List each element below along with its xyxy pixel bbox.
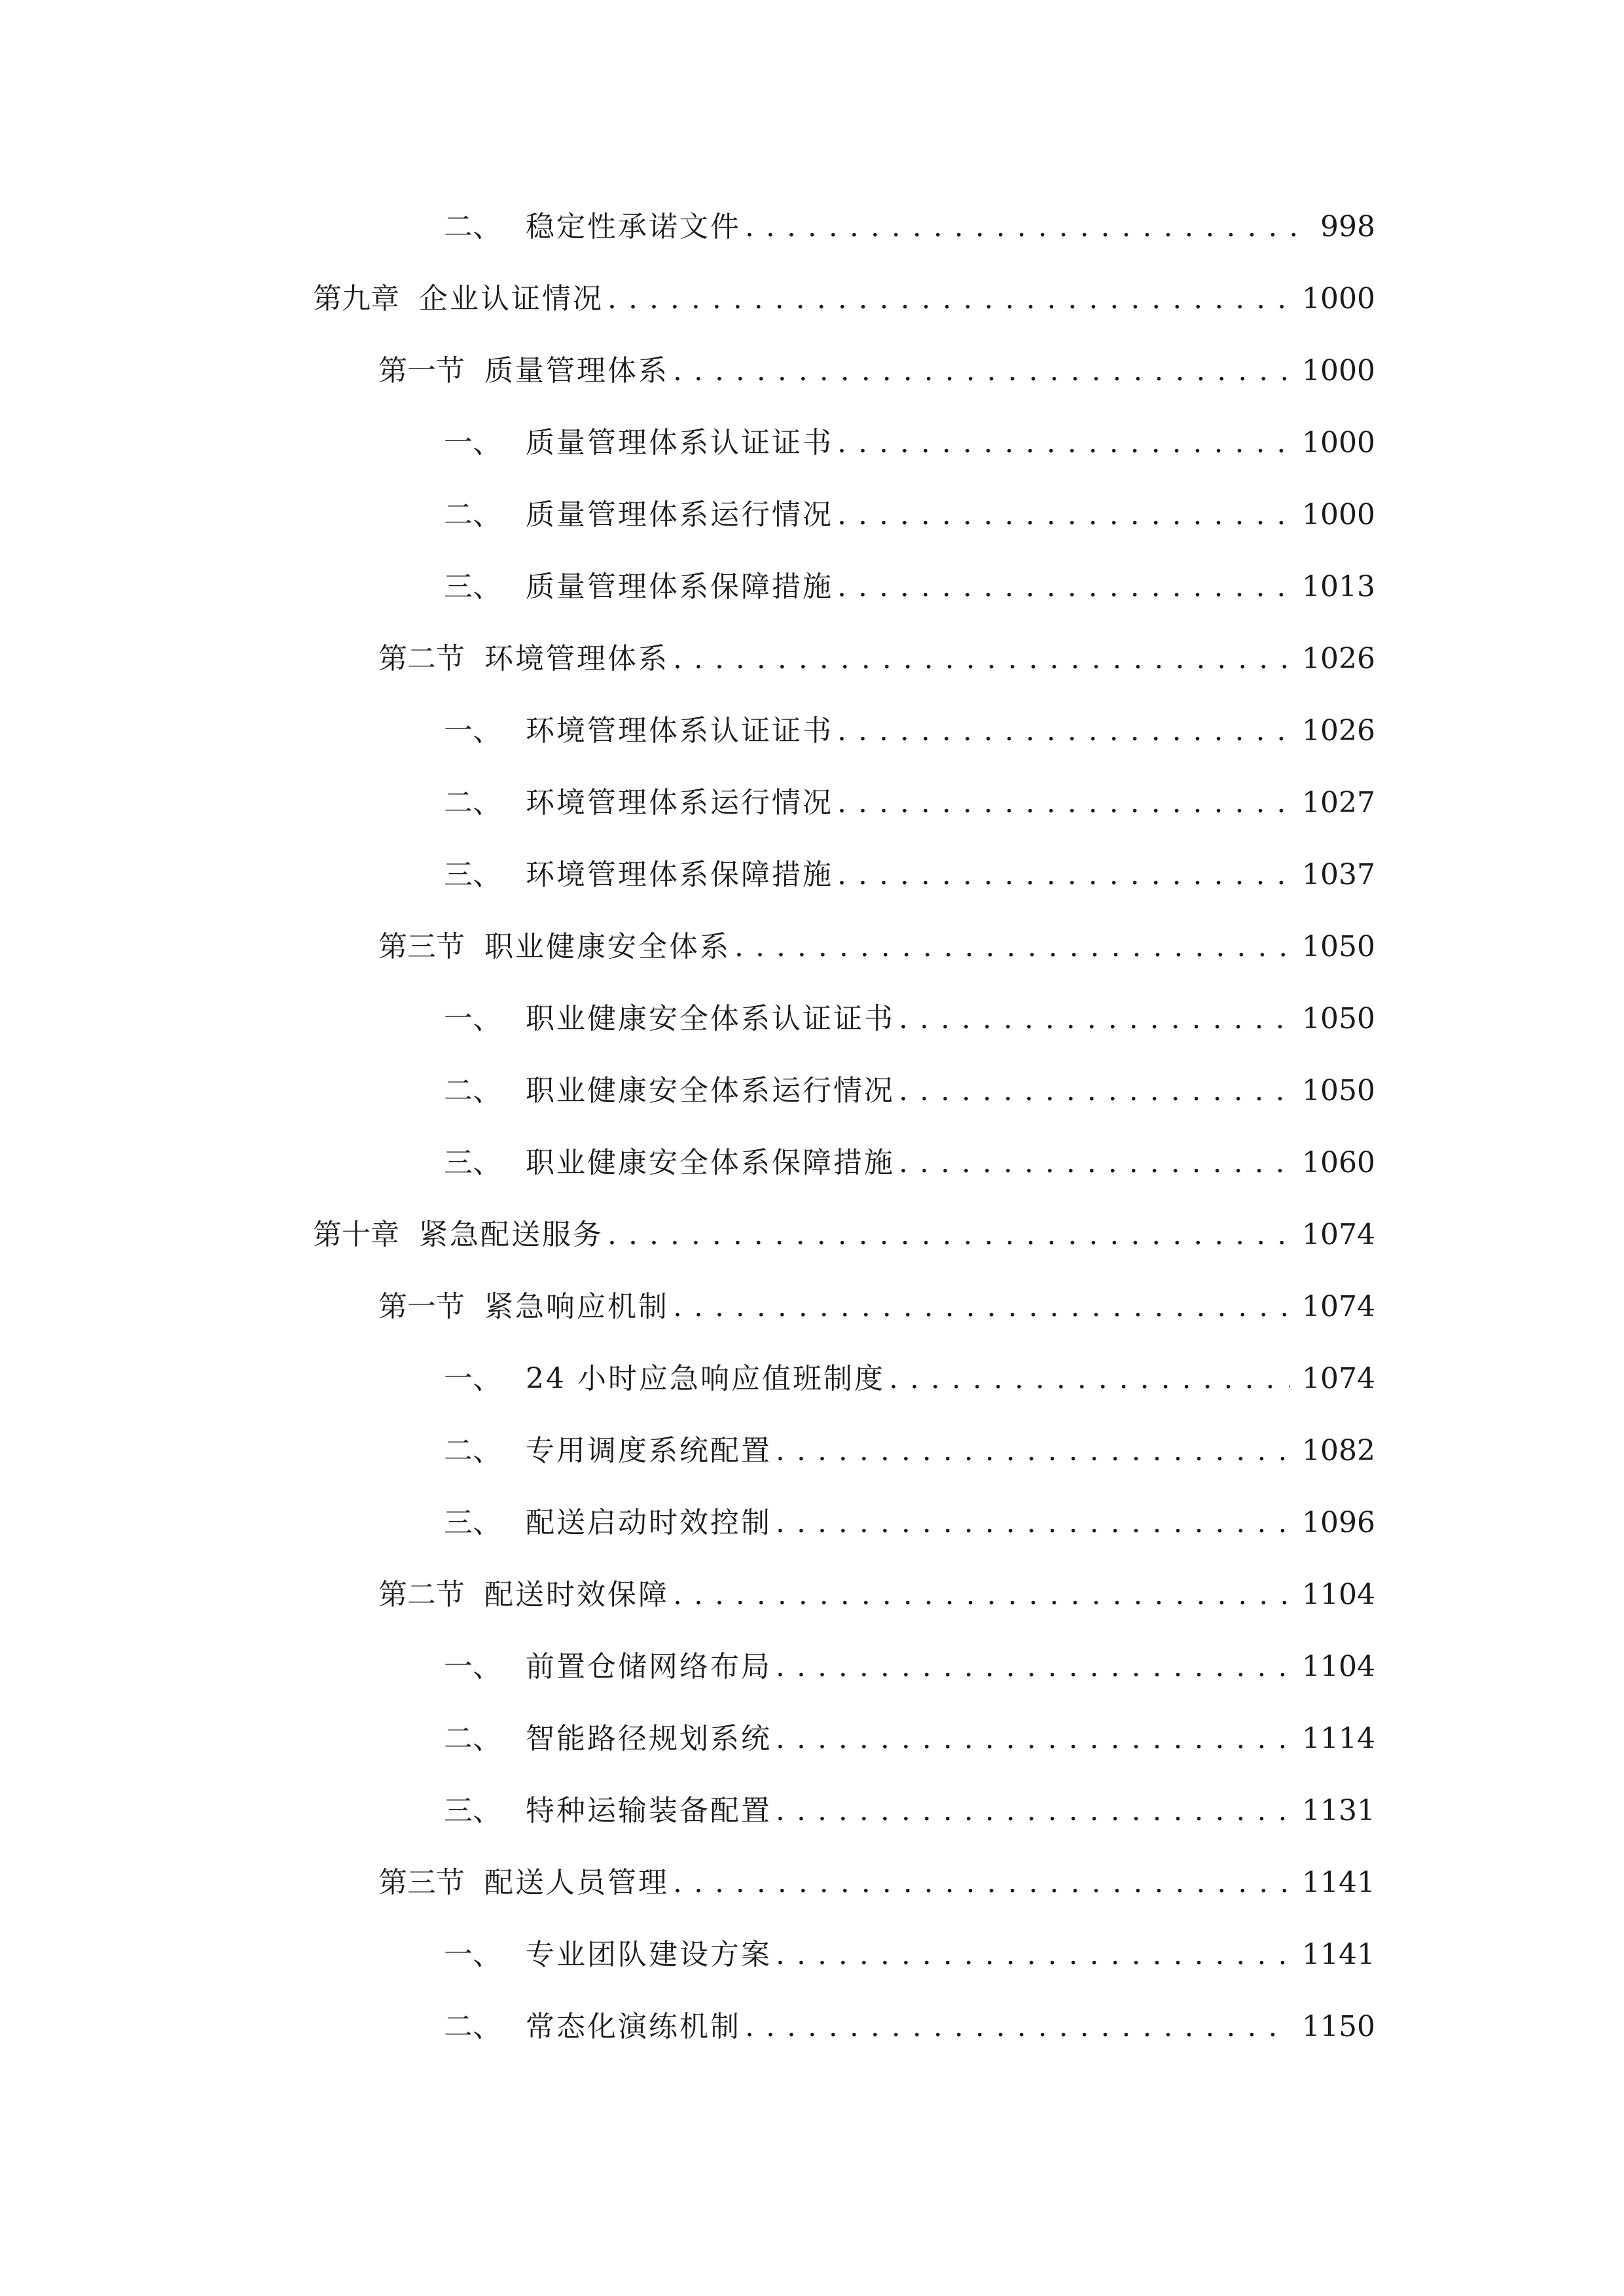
toc-entry-number: 三、 (444, 1506, 501, 1539)
toc-entry-number: 二、 (444, 498, 501, 531)
toc-entry-number: 第二节 (378, 1578, 465, 1611)
toc-entry-title: 配送启动时效控制 (526, 1506, 772, 1539)
toc-entry-page: 1050 (1302, 930, 1375, 963)
toc-entry-page: 1026 (1302, 714, 1375, 747)
toc-entry[interactable] (444, 1500, 1375, 1546)
toc-entry-number: 一、 (444, 1938, 501, 1971)
dot-leader (776, 1428, 1290, 1474)
toc-entry-number: 一、 (444, 1362, 501, 1395)
dot-leader (673, 1284, 1290, 1330)
toc-entry-title: 职业健康安全体系 (484, 930, 731, 963)
toc-entry-number: 三、 (444, 570, 501, 603)
dot-leader (776, 1500, 1290, 1546)
toc-entry-title: 紧急响应机制 (484, 1290, 669, 1323)
dot-leader (899, 996, 1290, 1042)
toc-entry[interactable] (444, 204, 1375, 250)
toc-entry[interactable] (444, 780, 1375, 826)
toc-entry-number: 二、 (444, 2010, 501, 2043)
dot-leader (889, 1356, 1290, 1402)
toc-entry-title: 特种运输装备配置 (526, 1794, 772, 1827)
toc-entry-title: 常态化演练机制 (526, 2010, 741, 2043)
dot-leader (745, 2004, 1290, 2050)
toc-entry-title: 质量管理体系保障措施 (526, 570, 833, 603)
toc-entry-number: 第三节 (378, 1866, 465, 1899)
dot-leader (776, 1932, 1290, 1978)
toc-entry-number: 二、 (444, 1722, 501, 1755)
dot-leader (776, 1644, 1290, 1690)
toc-entry-page: 1000 (1302, 282, 1375, 315)
toc-entry-number: 二、 (444, 1434, 501, 1467)
toc-entry-title: 质量管理体系 (484, 354, 669, 387)
toc-entry[interactable] (378, 1860, 1375, 1906)
toc-entry-title: 配送人员管理 (484, 1866, 669, 1899)
toc-entry[interactable] (378, 636, 1375, 682)
toc-entry[interactable] (313, 1212, 1375, 1258)
toc-entry-page: 1141 (1302, 1938, 1375, 1971)
toc-entry-page: 1074 (1302, 1290, 1375, 1323)
toc-entry-title: 前置仓储网络布局 (526, 1650, 772, 1683)
toc-entry[interactable] (444, 1356, 1375, 1402)
toc-entry[interactable] (378, 1572, 1375, 1618)
toc-entry-title: 环境管理体系认证证书 (526, 714, 833, 747)
dot-leader (837, 708, 1290, 754)
toc-entry-title: 职业健康安全体系运行情况 (526, 1074, 895, 1107)
toc-entry[interactable] (444, 492, 1375, 538)
dot-leader (734, 924, 1290, 970)
toc-entry-page: 1150 (1302, 2010, 1375, 2043)
toc-entry-title: 企业认证情况 (419, 282, 604, 315)
toc-entry[interactable] (444, 852, 1375, 898)
toc-entry[interactable] (444, 2004, 1375, 2050)
toc-entry[interactable] (444, 1140, 1375, 1186)
toc-entry-page: 1114 (1302, 1722, 1375, 1755)
dot-leader (745, 204, 1308, 250)
toc-entry-number: 一、 (444, 1002, 501, 1035)
dot-leader (673, 348, 1290, 394)
toc-entry-title: 智能路径规划系统 (526, 1722, 772, 1755)
toc-entry[interactable] (444, 708, 1375, 754)
dot-leader (776, 1788, 1290, 1834)
toc-entry[interactable] (378, 1284, 1375, 1330)
toc-entry-page: 1082 (1302, 1434, 1375, 1467)
toc-entry-number: 二、 (444, 1074, 501, 1107)
toc-entry-page: 1050 (1302, 1074, 1375, 1107)
dot-leader (607, 276, 1290, 322)
toc-entry-page: 1000 (1302, 426, 1375, 459)
toc-entry-number: 二、 (444, 210, 501, 243)
dot-leader (673, 636, 1290, 682)
toc-entry-title: 专用调度系统配置 (526, 1434, 772, 1467)
toc-entry[interactable] (378, 348, 1375, 394)
toc-entry-title: 环境管理体系保障措施 (526, 858, 833, 891)
dot-leader (776, 1716, 1290, 1762)
toc-entry[interactable] (444, 1644, 1375, 1690)
toc-entry-page: 1013 (1302, 570, 1375, 603)
toc-entry-number: 第九章 (313, 282, 399, 315)
dot-leader (607, 1212, 1290, 1258)
toc-entry[interactable] (444, 1932, 1375, 1978)
toc-entry-page: 1060 (1302, 1146, 1375, 1179)
toc-entry-title: 职业健康安全体系认证证书 (526, 1002, 895, 1035)
dot-leader (837, 492, 1290, 538)
dot-leader (673, 1572, 1290, 1618)
dot-leader (899, 1140, 1290, 1186)
toc-entry-number: 一、 (444, 426, 501, 459)
toc-entry[interactable] (444, 564, 1375, 610)
toc-entry-page: 1037 (1302, 858, 1375, 891)
toc-entry[interactable] (444, 996, 1375, 1042)
toc-entry-number: 三、 (444, 1146, 501, 1179)
toc-entry-title: 环境管理体系运行情况 (526, 786, 833, 819)
toc-entry-title: 质量管理体系认证证书 (526, 426, 833, 459)
toc-entry[interactable] (313, 276, 1375, 322)
toc-entry[interactable] (378, 924, 1375, 970)
toc-entry[interactable] (444, 1428, 1375, 1474)
toc-entry-title: 紧急配送服务 (419, 1218, 604, 1251)
toc-entry-page: 1096 (1302, 1506, 1375, 1539)
toc-entry-title: 职业健康安全体系保障措施 (526, 1146, 895, 1179)
toc-entry-number: 三、 (444, 858, 501, 891)
toc-entry-page: 1074 (1302, 1362, 1375, 1395)
toc-entry-number: 一、 (444, 714, 501, 747)
toc-entry-page: 1141 (1302, 1866, 1375, 1899)
toc-entry-title: 环境管理体系 (484, 642, 669, 675)
toc-entry-page: 1000 (1302, 354, 1375, 387)
toc-entry-title: 专业团队建设方案 (526, 1938, 772, 1971)
toc-entry-number: 第二节 (378, 642, 465, 675)
toc-entry-number: 二、 (444, 786, 501, 819)
toc-entry-page: 1131 (1302, 1794, 1375, 1827)
toc-entry[interactable] (444, 420, 1375, 466)
toc-entry-page: 1074 (1302, 1218, 1375, 1251)
toc-entry-number: 一、 (444, 1650, 501, 1683)
dot-leader (899, 1068, 1290, 1114)
toc-entry[interactable] (444, 1068, 1375, 1114)
toc-entry-number: 第三节 (378, 930, 465, 963)
toc-entry-page: 1000 (1302, 498, 1375, 531)
toc-entry-number: 三、 (444, 1794, 501, 1827)
toc-entry-number: 第一节 (378, 1290, 465, 1323)
toc-entry[interactable] (444, 1788, 1375, 1834)
toc-entry-title: 质量管理体系运行情况 (526, 498, 833, 531)
toc-entry-page: 1104 (1302, 1578, 1375, 1611)
toc-entry-title: 24 小时应急响应值班制度 (526, 1362, 885, 1395)
dot-leader (837, 564, 1290, 610)
toc-entry-page: 1027 (1302, 786, 1375, 819)
dot-leader (673, 1860, 1290, 1906)
toc-entry-page: 1050 (1302, 1002, 1375, 1035)
toc-entry-page: 1026 (1302, 642, 1375, 675)
toc-entry-page: 998 (1320, 210, 1375, 243)
toc-entry-number: 第一节 (378, 354, 465, 387)
dot-leader (837, 780, 1290, 826)
dot-leader (837, 420, 1290, 466)
dot-leader (837, 852, 1290, 898)
toc-entry-title: 稳定性承诺文件 (526, 210, 741, 243)
toc-entry-title: 配送时效保障 (484, 1578, 669, 1611)
toc-entry[interactable] (444, 1716, 1375, 1762)
toc-entry-page: 1104 (1302, 1650, 1375, 1683)
toc-entry-number: 第十章 (313, 1218, 399, 1251)
